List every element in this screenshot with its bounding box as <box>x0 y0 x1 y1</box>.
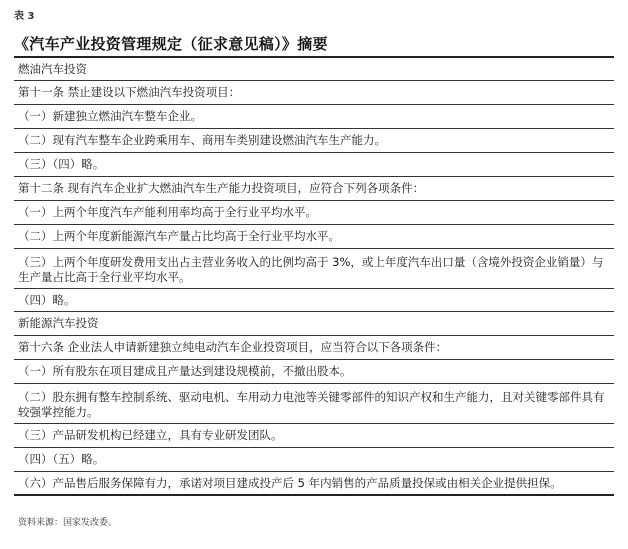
table-row-text: （一）所有股东在项目建成且产量达到建设规模前，不撤出股本。 <box>18 364 352 378</box>
table-row <box>14 105 614 129</box>
table-row <box>14 424 614 448</box>
table-row-text: （二）上两个年度新能源汽车产量占比均高于全行业平均水平。 <box>18 229 340 243</box>
table-row <box>14 129 614 153</box>
table-number-label: 表 3 <box>14 11 35 22</box>
table-row-text: （二）股东拥有整车控制系统、驱动电机、车用动力电池等关键零部件的知识产权和生产能力，且对关键零部件具有较强掌控能力。 <box>18 389 605 419</box>
table-row-text: （六）产品售后服务保障有力，承诺对项目建成投产后 5 年内销售的产品质量投保或由相关企业提供担保。 <box>18 475 562 490</box>
table-row-text: （三）上两个年度研发费用支出占主营业务收入的比例均高于 3%，或上年度汽车出口量（含境外投资企业销量）与生产量占比高于全行业平均水平。 <box>18 254 604 284</box>
table-row <box>14 249 614 289</box>
table-row-text: （一）新建独立燃油汽车整车企业。 <box>18 109 202 123</box>
article-12-heading <box>14 177 614 201</box>
table-row <box>14 384 614 424</box>
table-row-text: （三）（四）略。 <box>18 157 105 171</box>
table-row-text: 新能源汽车投资 <box>18 316 99 330</box>
table-row-text: 第十一条 禁止建设以下燃油汽车投资项目： <box>18 85 241 99</box>
table-row <box>14 448 614 472</box>
table-row-text: 第十六条 企业法人申请新建独立纯电动汽车企业投资项目，应当符合以下各项条件： <box>18 340 448 354</box>
table-row <box>14 360 614 384</box>
table-row <box>14 472 614 496</box>
table-row <box>14 153 614 177</box>
section-heading-new-energy-vehicles <box>14 312 614 336</box>
document-title: 《汽车产业投资管理规定（征求意见稿）》摘要 <box>14 35 328 53</box>
article-16-heading <box>14 336 614 360</box>
table-row-text: （四）（五）略。 <box>18 452 105 466</box>
table-row-text: 第十二条 现有汽车企业扩大燃油汽车生产能力投资项目，应符合下列各项条件： <box>18 181 425 195</box>
table-row <box>14 225 614 249</box>
table-row <box>14 201 614 225</box>
article-11-heading <box>14 81 614 105</box>
table-row-text: （二）现有汽车整车企业跨乘用车、商用车类别建设燃油汽车生产能力。 <box>18 133 386 147</box>
table-row-text: 燃油汽车投资 <box>18 61 87 76</box>
table-row <box>14 289 614 312</box>
source-note: 资料来源：国家发改委。 <box>18 518 118 528</box>
table-row-text: （三）产品研发机构已经建立，具有专业研发团队。 <box>18 428 283 442</box>
regulation-summary-table <box>14 56 614 496</box>
table-row-text: （四）略。 <box>18 292 76 307</box>
table-row-text: （一）上两个年度汽车产能利用率均高于全行业平均水平。 <box>18 205 317 219</box>
section-heading-fuel-vehicles <box>14 58 614 81</box>
